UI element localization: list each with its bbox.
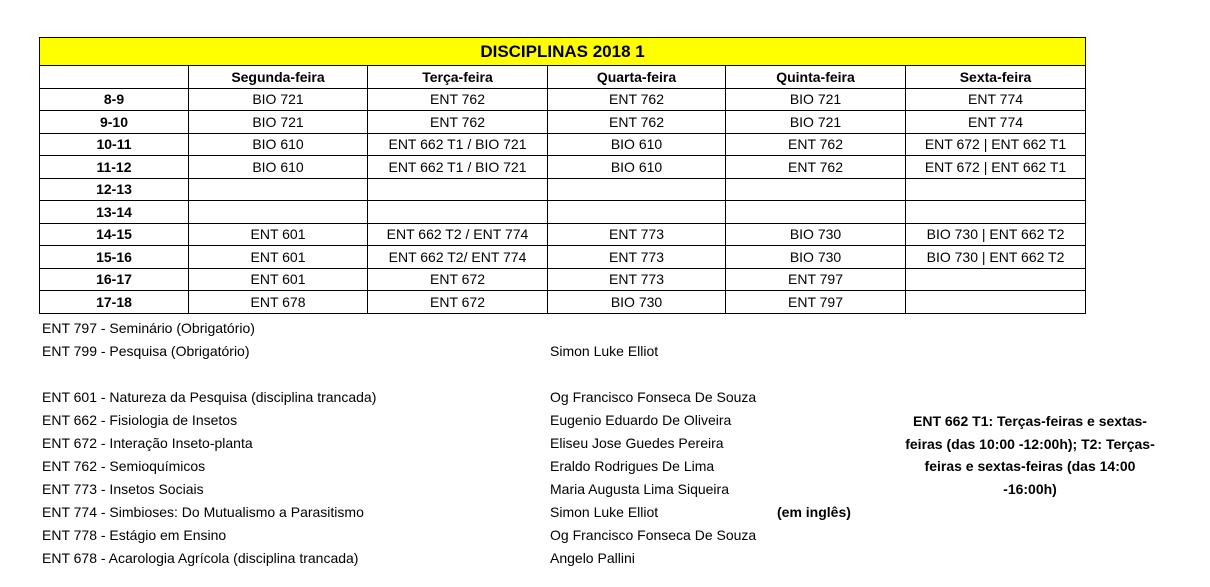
course-name: ENT 797 - Seminário (Obrigatório) xyxy=(42,320,255,336)
schedule-cell xyxy=(906,268,1086,291)
schedule-cell: ENT 662 T2/ ENT 774 xyxy=(368,246,548,269)
day-header: Sexta-feira xyxy=(906,66,1086,89)
schedule-cell: BIO 730 | ENT 662 T2 xyxy=(906,223,1086,246)
schedule-cell: BIO 610 xyxy=(548,156,726,179)
hour-cell: 17-18 xyxy=(40,291,189,314)
hour-cell: 15-16 xyxy=(40,246,189,269)
course-professor: Maria Augusta Lima Siqueira xyxy=(550,481,729,497)
schedule-cell: ENT 601 xyxy=(189,246,368,269)
course-name: ENT 662 - Fisiologia de Insetos xyxy=(42,412,238,428)
schedule-cell: ENT 762 xyxy=(726,133,906,156)
schedule-cell: BIO 610 xyxy=(189,156,368,179)
schedule-cell: BIO 730 xyxy=(726,223,906,246)
schedule-row xyxy=(40,246,1086,269)
course-professor: Og Francisco Fonseca De Souza xyxy=(550,389,757,405)
schedule-row xyxy=(40,268,1086,291)
schedule-cell xyxy=(548,178,726,201)
schedule-cell xyxy=(726,201,906,224)
schedule-cell xyxy=(906,291,1086,314)
schedule-cell: ENT 601 xyxy=(189,223,368,246)
course-professor: Eugenio Eduardo De Oliveira xyxy=(550,412,732,428)
schedule-row xyxy=(40,111,1086,134)
schedule-cell: ENT 662 T2 / ENT 774 xyxy=(368,223,548,246)
schedule-cell: BIO 721 xyxy=(189,88,368,111)
course-professor: Og Francisco Fonseca De Souza xyxy=(550,527,757,543)
schedule-cell: ENT 797 xyxy=(726,291,906,314)
course-professor: Eliseu Jose Guedes Pereira xyxy=(550,435,724,451)
day-header: Terça-feira xyxy=(368,66,548,89)
schedule-cell xyxy=(189,178,368,201)
schedule-cell: ENT 678 xyxy=(189,291,368,314)
schedule-cell: ENT 601 xyxy=(189,268,368,291)
schedule-title: DISCIPLINAS 2018 1 xyxy=(40,38,1086,66)
day-header: Segunda-feira xyxy=(189,66,368,89)
course-professor: Simon Luke Elliot xyxy=(550,343,659,359)
course-professor: Simon Luke Elliot xyxy=(550,504,659,520)
schedule-cell: BIO 730 xyxy=(726,246,906,269)
schedule-cell xyxy=(726,178,906,201)
hour-cell: 9-10 xyxy=(40,111,189,134)
schedule-cell: ENT 762 xyxy=(368,88,548,111)
hour-cell: 8-9 xyxy=(40,88,189,111)
title-row xyxy=(40,38,1086,66)
schedule-row xyxy=(40,133,1086,156)
schedule-cell: ENT 672 xyxy=(368,268,548,291)
schedule-row xyxy=(40,201,1086,224)
schedule-row xyxy=(40,291,1086,314)
schedule-cell: ENT 762 xyxy=(548,111,726,134)
schedule-cell: ENT 662 T1 / BIO 721 xyxy=(368,133,548,156)
schedule-cell: ENT 662 T1 / BIO 721 xyxy=(368,156,548,179)
schedule-cell: ENT 672 xyxy=(368,291,548,314)
schedule-table xyxy=(39,37,1086,314)
schedule-cell xyxy=(906,201,1086,224)
schedule-row xyxy=(40,156,1086,179)
hour-cell: 11-12 xyxy=(40,156,189,179)
hour-cell: 16-17 xyxy=(40,268,189,291)
schedule-cell: ENT 773 xyxy=(548,246,726,269)
schedule-cell: BIO 610 xyxy=(189,133,368,156)
schedule-cell: ENT 672 | ENT 662 T1 xyxy=(906,133,1086,156)
schedule-cell xyxy=(906,178,1086,201)
course-professor: Angelo Pallini xyxy=(550,550,635,566)
schedule-cell: ENT 773 xyxy=(548,223,726,246)
schedule-cell: BIO 730 xyxy=(548,291,726,314)
course-name: ENT 601 - Natureza da Pesquisa (disciplina trancada) xyxy=(42,389,377,405)
schedule-cell: BIO 721 xyxy=(726,88,906,111)
schedule-cell: ENT 762 xyxy=(548,88,726,111)
course-name: ENT 778 - Estágio em Ensino xyxy=(42,527,227,543)
course-name: ENT 774 - Simbioses: Do Mutualismo a Parasitismo xyxy=(42,504,364,520)
schedule-cell xyxy=(189,201,368,224)
schedule-cell: BIO 610 xyxy=(548,133,726,156)
schedule-cell: BIO 730 | ENT 662 T2 xyxy=(906,246,1086,269)
course-name: ENT 773 - Insetos Sociais xyxy=(42,481,204,497)
day-header: Quinta-feira xyxy=(726,66,906,89)
schedule-cell: ENT 797 xyxy=(726,268,906,291)
schedule-row xyxy=(40,88,1086,111)
schedule-cell: ENT 762 xyxy=(726,156,906,179)
schedule-cell: ENT 774 xyxy=(906,88,1086,111)
ent-662-schedule-note: ENT 662 T1: Terças-feiras e sextas-feiras (das 10:00 -12:00h); T2: Terças-feiras e sextas-feiras (das 14:00 -16:00h) xyxy=(905,413,1155,498)
schedule-cell: ENT 672 | ENT 662 T1 xyxy=(906,156,1086,179)
schedule-row xyxy=(40,223,1086,246)
schedule-cell xyxy=(368,178,548,201)
schedule-cell xyxy=(548,201,726,224)
hour-cell: 14-15 xyxy=(40,223,189,246)
header-row xyxy=(40,66,1086,89)
course-name: ENT 672 - Interação Inseto-planta xyxy=(42,435,253,451)
course-name: ENT 762 - Semioquímicos xyxy=(42,458,206,474)
schedule-cell: BIO 721 xyxy=(726,111,906,134)
course-professor: Eraldo Rodrigues De Lima xyxy=(550,458,715,474)
schedule-cell xyxy=(368,201,548,224)
course-name: ENT 799 - Pesquisa (Obrigatório) xyxy=(42,343,250,359)
schedule-cell: ENT 774 xyxy=(906,111,1086,134)
hour-cell: 12-13 xyxy=(40,178,189,201)
schedule-cell: ENT 762 xyxy=(368,111,548,134)
corner-cell xyxy=(40,66,189,89)
hour-cell: 13-14 xyxy=(40,201,189,224)
course-language-note: (em inglês) xyxy=(777,504,851,520)
course-name: ENT 678 - Acarologia Agrícola (disciplina trancada) xyxy=(42,550,359,566)
day-header: Quarta-feira xyxy=(548,66,726,89)
schedule-row xyxy=(40,178,1086,201)
hour-cell: 10-11 xyxy=(40,133,189,156)
schedule-cell: BIO 721 xyxy=(189,111,368,134)
schedule-cell: ENT 773 xyxy=(548,268,726,291)
